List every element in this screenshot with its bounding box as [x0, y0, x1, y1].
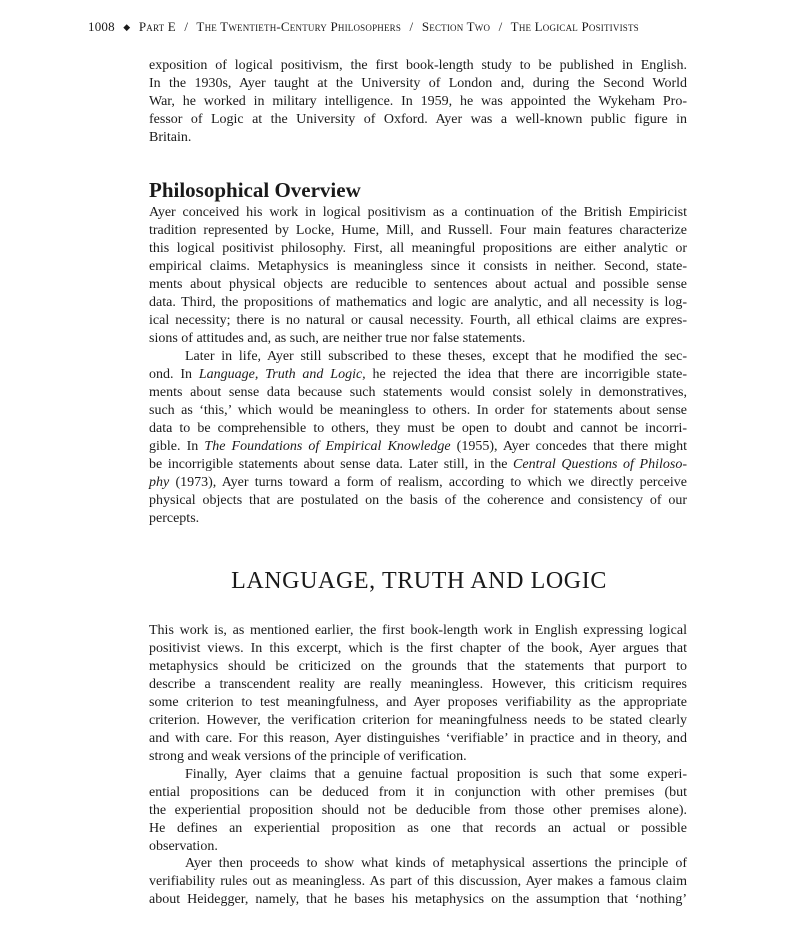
text-line: ical necessity; there is no natural or causal necessity. Fourth, all ethical claims are expres- [149, 313, 687, 328]
head-divider: / [498, 19, 503, 34]
book-title-italic: phy [149, 475, 170, 490]
overview-paragraph-1 [149, 204, 687, 348]
text-line: verifiability rules out as meaningless. As part of this discussion, Ayer makes a famous claim [149, 874, 687, 889]
text-line: metaphysics should be criticized on the grounds that the statements that purport to [149, 659, 687, 674]
text-line: Later in life, Ayer still subscribed to these theses, except that he modified the sec- [185, 349, 687, 364]
text-fragment: (1973), Ayer turns toward a form of realism, according to which we directly perceive [169, 475, 687, 490]
text-line: positivist views. In this excerpt, which is the first chapter of the book, Ayer argues that [149, 641, 687, 656]
text-line: percepts. [149, 511, 200, 526]
text-fragment: he rejected the idea that there are incorrigible state- [365, 367, 687, 382]
text-line: some criterion to test meaningfulness, and Ayer proposes verifiability as the appropriate [149, 695, 687, 710]
part-title: The Twentieth-Century Philosophers [196, 19, 402, 34]
intro-paragraph [149, 57, 687, 147]
section-title: The Logical Positivists [510, 19, 639, 34]
work-paragraph-2 [149, 766, 687, 856]
head-divider: / [409, 19, 414, 34]
text-line: physical objects that are postulated on the basis of the coherence and consistency of our [149, 493, 687, 508]
text-line: and with care. For this reason, Ayer distinguishes ‘verifiable’ in practice and in theory, and [149, 731, 687, 746]
text-line: this logical positivist philosophy. First, all meaningful propositions are either analytic or [149, 241, 687, 256]
text-line: data to be comprehensible to others, they must be open to doubt and cannot be incorri- [149, 421, 687, 436]
text-fragment: gible. In [149, 439, 205, 454]
page-number: 1008 [88, 19, 115, 34]
work-paragraph-1 [149, 622, 687, 766]
text-line: criterion. However, the verification criterion for meaningfulness needs to be stated clearly [149, 713, 687, 728]
section-heading: Philosophical Overview [149, 178, 361, 202]
text-line: strong and weak versions of the principle of verification. [149, 749, 467, 764]
text-line: such as ‘this,’ which would be meaningless to others. In order for statements about sense [149, 403, 687, 418]
book-title-italic: The Foundations of Empirical Knowledge [204, 439, 451, 454]
text-line: In the 1930s, Ayer taught at the University of London and, during the Second World [149, 76, 687, 91]
text-line [149, 438, 687, 456]
text-line: This work is, as mentioned earlier, the first book-length work in English expressing logical [149, 623, 687, 638]
text-fragment: ond. In [149, 367, 199, 382]
text-line [149, 474, 687, 492]
book-title-italic: Central Questions of Philoso- [513, 457, 687, 472]
text-line: tradition represented by Locke, Hume, Mill, and Russell. Four main features characterize [149, 223, 687, 238]
text-line: War, he worked in military intelligence. In 1959, he was appointed the Wykeham Pro- [149, 94, 687, 109]
book-title-italic: Language, Truth and Logic, [198, 367, 366, 382]
work-paragraph-3 [149, 855, 687, 909]
text-line: ential propositions can be deduced from it in conjunction with other premises (but [149, 785, 687, 800]
text-fragment: be incorrigible statements about sense data. Later still, in the [149, 457, 514, 472]
text-line: describe a transcendent reality are really meaningless. However, this criticism requires [149, 677, 687, 692]
section-label: Section Two [421, 19, 491, 34]
diamond-bullet-icon: ◆ [123, 22, 131, 32]
text-line: Ayer conceived his work in logical positivism as a continuation of the British Empiricist [149, 205, 687, 220]
text-line: fessor of Logic at the University of Oxford. Ayer was a well-known public figure in [149, 112, 687, 127]
text-line: sions of attitudes and, as such, are neither true nor false statements. [149, 331, 526, 346]
text-line: observation. [149, 839, 218, 854]
text-line [149, 456, 687, 474]
text-line: Finally, Ayer claims that a genuine factual proposition is such that some experi- [185, 767, 687, 782]
text-line: the experiential proposition should not be deducible from those other premises alone). [149, 803, 687, 818]
text-line: ments about sense data because such statements would consist solely in demonstratives, [149, 385, 687, 400]
work-title: LANGUAGE, TRUTH AND LOGIC [231, 568, 607, 594]
part-label: Part E [138, 19, 176, 34]
text-line: Ayer then proceeds to show what kinds of metaphysical assertions the principle of [185, 856, 687, 871]
text-line [149, 366, 687, 384]
text-line: empirical claims. Metaphysics is meaningless since it consists in neither. Second, state- [149, 259, 687, 274]
running-head [88, 19, 728, 35]
text-line: He defines an experiential proposition as one that records an actual or possible [149, 821, 687, 836]
text-fragment: (1955), Ayer concedes that there might [450, 439, 688, 454]
overview-paragraph-2 [149, 348, 687, 528]
text-line: Britain. [149, 130, 192, 145]
text-line: exposition of logical positivism, the first book-length study to be published in English. [149, 58, 687, 73]
head-divider: / [184, 19, 189, 34]
text-line: data. Third, the propositions of mathematics and logic are analytic, and all necessity is log- [149, 295, 687, 310]
text-line: about Heidegger, namely, that he bases his metaphysics on the assumption that ‘nothing’ [149, 892, 687, 907]
text-line: ments about physical objects are reducible to sentences about actual and possible sense [149, 277, 687, 292]
